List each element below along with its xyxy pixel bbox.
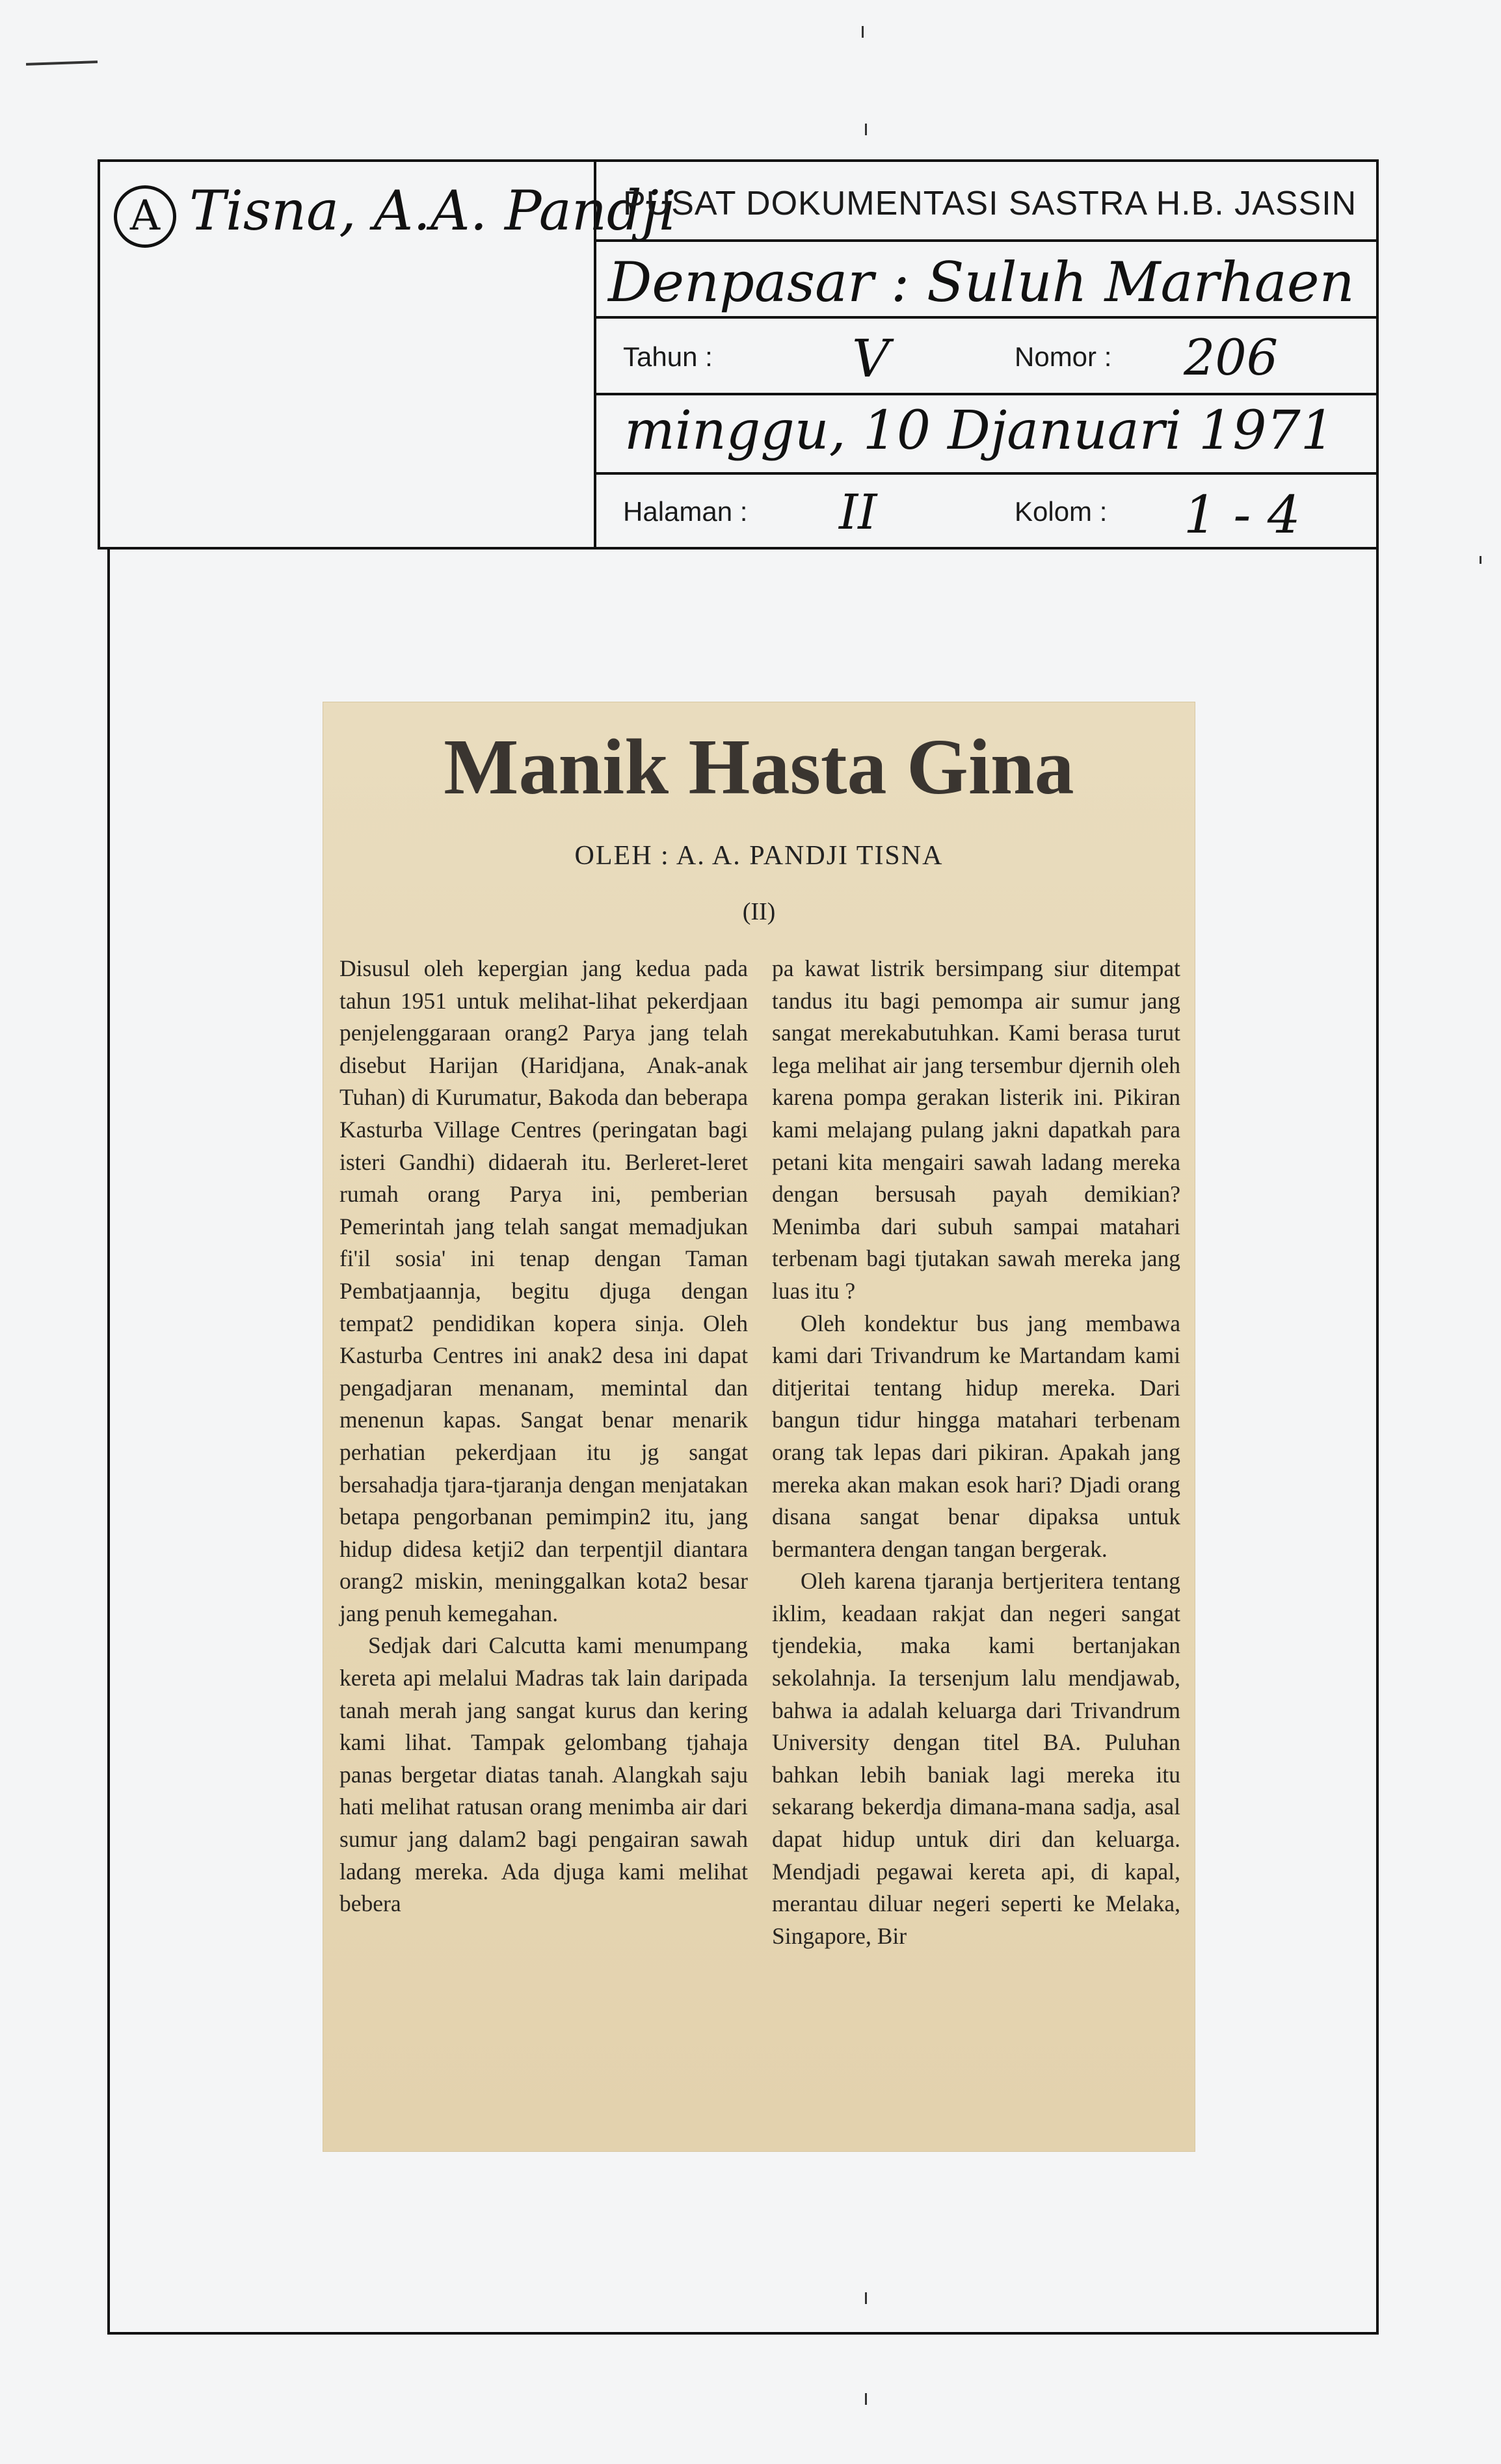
halaman-label: Halaman : [623, 496, 748, 527]
article-byline: OLEH : A. A. PANDJI TISNA [574, 841, 944, 871]
article-part: (II) [742, 898, 776, 925]
archive-title: PUSAT DOKUMENTASI SASTRA H.B. JASSIN [623, 185, 1357, 222]
tahun-label: Tahun : [623, 341, 713, 372]
paragraph: Disusul oleh kepergian jang kedua pada tahun 1951 untuk melihat-lihat pekerdjaan penjelenggaraan orang2 Parya jang telah disebut Harijan (Haridjana, Anak-anak Tuhan) di Kurumatur, Bakoda dan beberapa Kasturba Village Centres (peringatan bagi isteri Gandhi) didaerah itu. Berleret-leret rumah orang Parya ini, pemberian Pemerintah jang telah sangat memadjukan fi'il sosia' ini tenap dengan Taman Pembatjaannja, begitu djuga dengan tempat2 pendidikan kopera sinja. Oleh Kasturba Centres ini anak2 desa ini dapat pengadjaran menanam, memintal dan menenun kapas. Sangat benar menarik perhatian pekerdjaan itu jg sangat bersahadja tjara-tjaranja dengan menjatakan betapa pengorbanan pemimpin2 itu, jang hidup didesa ketji2 dan terpentjil diantara orang2 miskin, meninggalkan kota2 besar jang penuh kemegahan. [339, 955, 748, 1626]
article-column-left [339, 953, 748, 1920]
stray-mark [26, 60, 98, 66]
source-handwriting: Denpasar : Suluh Marhaen [608, 250, 1355, 314]
tick-mark [865, 2292, 867, 2304]
nomor-value: 206 [1184, 328, 1279, 386]
paragraph: Sedjak dari Calcutta kami menumpang kereta api melalui Madras tak lain daripada tanah merah jang sangat kurus dan kering kami lihat. Tampak gelombang tjahaja panas bergetar diatas tanah. Alangkah saju hati melihat ratusan orang menimba air dari sumur jang dalam2 bagi pengairan sawah ladang mereka. Ada djuga kami melihat bebera [339, 1632, 748, 1917]
kolom-value: 1 - 4 [1184, 484, 1301, 545]
article-title: Manik Hasta Gina [444, 723, 1074, 811]
newspaper-clipping [323, 702, 1195, 2151]
paragraph: Oleh karena tjaranja bertjeritera tentang iklim, keadaan rakjat dan negeri sangat tjendekia, maka kami bertanjakan sekolahnja. Ia tersenjum lalu mendjawab, bahwa ia adalah keluarga dari Trivandrum University dengan titel BA. Puluhan bahkan lebih baniak lagi mereka itu sekarang bekerdja dimana-mana sadja, asal dapat hidup untuk diri dan keluarga. Mendjadi pegawai kereta api, di kapal, merantau diluar negeri seperti ke Melaka, Singapore, Bir [772, 1568, 1180, 1949]
tahun-value: V [852, 328, 890, 389]
paragraph: pa kawat listrik bersimpang siur ditempat tandus itu bagi pemompa air sumur jang sangat merekabutuhkan. Kami berasa turut lega melihat air jang tersembur djernih oleh karena pompa gerakan listerik ini. Pikiran kami melajang pulang jakni dapatkah para petani kita mengairi sawah ladang mereka dengan bersusah payah demikian? Menimba dari subuh sampai matahari terbenam bagi tjutakan sawah mereka jang luas itu ? [772, 955, 1180, 1304]
tick-mark [862, 26, 864, 38]
article-column-right [772, 953, 1180, 1952]
author-circle-letter: A [114, 185, 176, 248]
paragraph: Oleh kondektur bus jang membawa kami dari Trivandrum ke Martandam kami ditjeritai tentang hidup mereka. Dari bangun tidur hingga matahari terbenam orang tak lepas dari pikiran. Apakah jang mereka akan makan esok hari? Djadi orang disana sangat benar dipaksa untuk bermantera dengan tangan bergerak. [772, 1310, 1180, 1562]
halaman-value: II [839, 484, 877, 540]
author-handwriting [114, 179, 676, 248]
tick-mark [1480, 556, 1481, 564]
kolom-label: Kolom : [1015, 496, 1108, 527]
author-name: Tisna, A.A. Pandji [189, 179, 676, 243]
tick-mark [865, 124, 867, 135]
nomor-label: Nomor : [1015, 341, 1112, 372]
tick-mark [865, 2393, 867, 2405]
date-handwriting: minggu, 10 Djanuari 1971 [624, 400, 1335, 462]
